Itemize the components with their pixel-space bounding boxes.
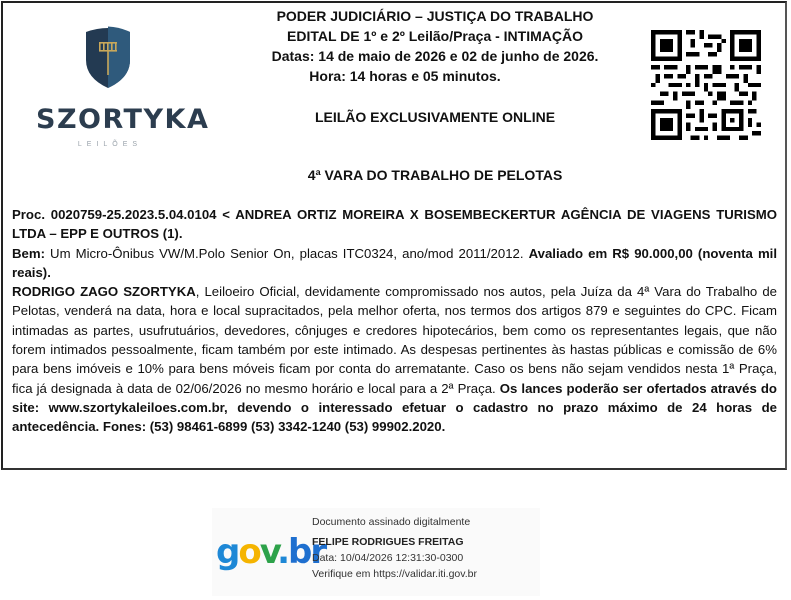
bidding-info: Os lances poderão ser ofertados através do site: www.szortykaleiloes.com.br, devendo o interessado efetuar o cadastro no prazo máximo de 24 horas de antecedência. Fones: (53) 98461-6899 (53) 3342-1240 (53) 99902.2020. (12, 380, 777, 435)
online-notice: LEILÃO EXCLUSIVAMENTE ONLINE (314, 109, 556, 125)
court-name: 4ª VARA DO TRABALHO DE PELOTAS (307, 167, 563, 183)
qr-code-icon[interactable] (651, 30, 761, 140)
brand-subtitle: LEILÕES (77, 141, 143, 148)
header-edital-line: EDITAL DE 1º e 2º Leilão/Praça - INTIMAÇÃO (287, 28, 583, 44)
signature-details (312, 514, 477, 582)
signature-date: Data: 10/04/2026 12:31:30-0300 (312, 552, 464, 564)
verify-link[interactable]: Verifique em https://validar.iti.gov.br (312, 568, 477, 580)
brand-name: SZORTYKA (36, 104, 210, 135)
edital-body (12, 205, 777, 437)
signer-name: FELIPE RODRIGUES FREITAG (312, 536, 464, 548)
notice-paragraph (12, 282, 777, 436)
shield-gavel-icon (84, 26, 132, 88)
process-line: Proc. 0020759-25.2023.5.04.0104 < ANDREA ORTIZ MOREIRA X BOSEMBECKERTUR AGÊNCIA DE VIAGENS TURISMO LTDA – EPP E OUTROS (1). (12, 207, 777, 242)
auctioneer-name: RODRIGO ZAGO SZORTYKA (12, 284, 196, 300)
notice-text: , Leiloeiro Oficial, devidamente compromissado nos autos, pela Juíza da 4ª Vara do Trabalho de Pelotas, venderá na data, hora e local supracitados, pela melhor oferta, nos termos dos artigos 879 e seguintes do CPC. Ficam intimadas as partes, usufrutuários, devedores, cônjuges e credores hipotecários, bem como os representantes legais, que não forem intimados pessoalmente, ficam também por este intimado. As despesas pertinentes às hastas públicas e comissão de 6% para bens imóveis e 10% para bens móveis ficam por conta do arrematante. Caso os bens não sejam vendidos nesta 1ª Praça, fica já designada à data de 02/06/2026 no mesmo horário e local para a 2ª Praça. (12, 284, 777, 396)
digital-signature-stamp (212, 508, 540, 596)
asset-description: Um Micro-Ônibus VW/M.Polo Senior On, placas ITC0324, ano/mod 2011/2012. (44, 245, 529, 261)
asset-label: Bem: (12, 245, 45, 261)
header-court-line: PODER JUDICIÁRIO – JUSTIÇA DO TRABALHO (276, 8, 594, 24)
header-time-line: Hora: 14 horas e 05 minutos. (309, 68, 501, 84)
asset-valuation: Avaliado em R$ 90.000,00 (noventa mil reais). (12, 245, 778, 280)
header-dates-line: Datas: 14 de maio de 2026 e 02 de junho de 2026. (271, 48, 599, 64)
szortyka-logo (36, 24, 210, 154)
signature-title: Documento assinado digitalmente (312, 516, 471, 528)
asset-paragraph (12, 244, 777, 283)
document-header (240, 6, 630, 86)
gov-br-logo: gov.br (216, 532, 326, 572)
